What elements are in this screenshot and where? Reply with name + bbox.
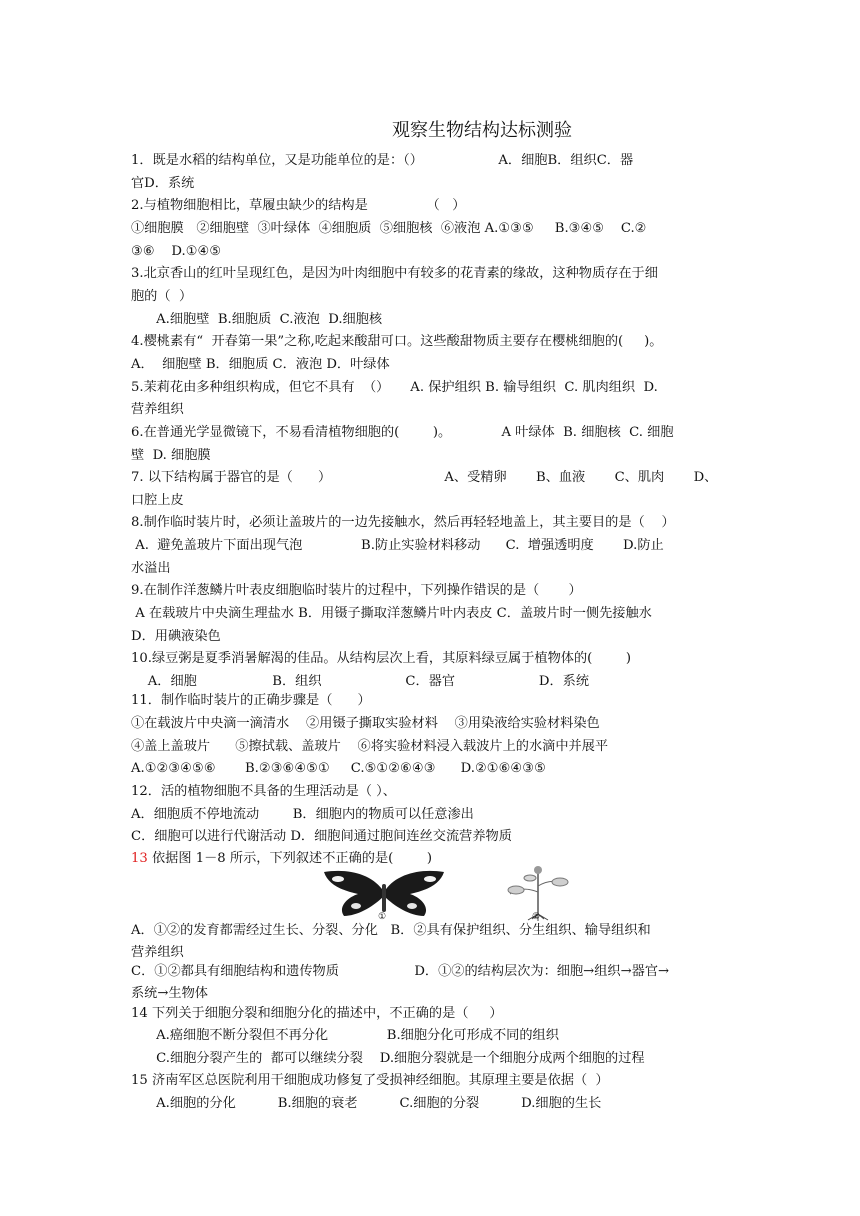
text-line: C．①②都具有细胞结构和遗传物质 D．①②的结构层次为：细胞→组织→器官→ (131, 964, 670, 979)
text-line: A.细胞壁 B.细胞质 C.液泡 D.细胞核 (131, 312, 383, 327)
text-line: ①在载波片中央滴一滴清水 ②用镊子撕取实验材料 ③用染液给实验材料染色 (131, 716, 600, 731)
text-line: 7. 以下结构属于器官的是（ ） A、受精卵 B、血液 C、肌肉 D、 (131, 470, 718, 485)
text-line: A.细胞的分化 B.细胞的衰老 C.细胞的分裂 D.细胞的生长 (131, 1096, 602, 1111)
text-line: A.①②③④⑤⑥ B.②③⑥④⑤① C.⑤①②⑥④③ D.②①⑥④③⑤ (131, 761, 546, 776)
text-line: A．细胞质不停地流动 B．细胞内的物质可以任意渗出 (131, 807, 474, 822)
text-line: A 在载玻片中央滴生理盐水 B．用镊子撕取洋葱鳞片叶内表皮 C．盖玻片时一侧先接触水 (131, 606, 652, 621)
text-line: 3.北京香山的红叶呈现红色，是因为叶肉细胞中有较多的花青素的缘故，这种物质存在于细 (131, 266, 658, 281)
text-line: ③⑥ D.①④⑤ (131, 244, 222, 259)
question-number: 13 (131, 851, 148, 866)
text-line: 10.绿豆粥是夏季消暑解渴的佳品。从结构层次上看，其原料绿豆属于植物体的( ) (131, 651, 631, 666)
text-line: ①细胞膜 ②细胞壁 ③叶绿体 ④细胞质 ⑤细胞核 ⑥液泡 A.①③⑤ B.③④⑤ C.② (131, 221, 647, 236)
text-line: 14 下列关于细胞分裂和细胞分化的描述中，不正确的是（ ） (131, 1006, 503, 1021)
text-line: 15 济南军区总医院利用干细胞成功修复了受损神经细胞。其原理主要是依据（ ） (131, 1073, 609, 1088)
text-line: A.癌细胞不断分裂但不再分化 B.细胞分化可形成不同的组织 (131, 1028, 559, 1043)
text-line: 1．既是水稻的结构单位，又是功能单位的是：（） A．细胞B．组织C．器 (131, 153, 634, 168)
text-line: A．①②的发育都需经过生长、分裂、分化 B．②具有保护组织、分生组织、输导组织和 (131, 923, 651, 938)
text-line: 口腔上皮 (131, 493, 184, 508)
text-line: 9.在制作洋葱鳞片叶表皮细胞临时装片的过程中，下列操作错误的是（ ） (131, 583, 582, 598)
text-line: C．细胞可以进行代谢活动 D．细胞间通过胞间连丝交流营养物质 (131, 829, 512, 844)
text-line: A. 避免盖玻片下面出现气泡 B.防止实验材料移动 C. 增强透明度 D.防止 (131, 538, 664, 553)
text-line: C.细胞分裂产生的 都可以继续分裂 D.细胞分裂就是一个细胞分成两个细胞的过程 (131, 1051, 645, 1066)
text-line: 4.樱桃素有“ 开春第一果”之称,吃起来酸甜可口。这些酸甜物质主要存在樱桃细胞的( )。 (131, 334, 663, 349)
text-line: D．用碘液染色 (131, 629, 221, 644)
text-line: 官D．系统 (131, 176, 195, 191)
text-line: 8.制作临时装片时，必须让盖玻片的一边先接触水，然后再轻轻地盖上，其主要目的是（ ） (131, 515, 675, 530)
question-text: 依据图 1－8 所示，下列叙述不正确的是( ) (147, 851, 432, 866)
figure-label-2: ② (532, 912, 541, 922)
figure-label-1: ① (378, 912, 387, 922)
text-line: 壁 D. 细胞膜 (131, 448, 211, 463)
text-line: 营养组织 (131, 402, 184, 417)
text-line: A．细胞 B．组织 C．器官 D．系统 (131, 674, 590, 689)
text-line: 胞的（ ） (131, 289, 193, 304)
text-line: 系统→生物体 (131, 986, 208, 1001)
text-line: 2.与植物细胞相比，草履虫缺少的结构是 （ ） (131, 198, 466, 213)
text-line: 11．制作临时装片的正确步骤是（ ） (131, 693, 371, 708)
text-line: ④盖上盖玻片 ⑤擦拭载、盖玻片 ⑥将实验材料浸入载波片上的水滴中并展平 (131, 739, 609, 754)
text-line: 水溢出 (131, 561, 171, 576)
text-line: 12．活的植物细胞不具备的生理活动是（ ）、 (131, 784, 396, 799)
page-title: 观察生物结构达标测验 (392, 120, 572, 141)
text-line: 营养组织 (131, 945, 184, 960)
text-line: 5.茉莉花由多种组织构成，但它不具有 （） A. 保护组织 B. 输导组织 C. 肌肉组织 D. (131, 380, 658, 395)
text-line: A． 细胞壁 B．细胞质 C．液泡 D．叶绿体 (131, 357, 390, 372)
text-line: 6.在普通光学显微镜下，不易看清植物细胞的( )。 A 叶绿体 B. 细胞核 C. 细胞 (131, 425, 674, 440)
